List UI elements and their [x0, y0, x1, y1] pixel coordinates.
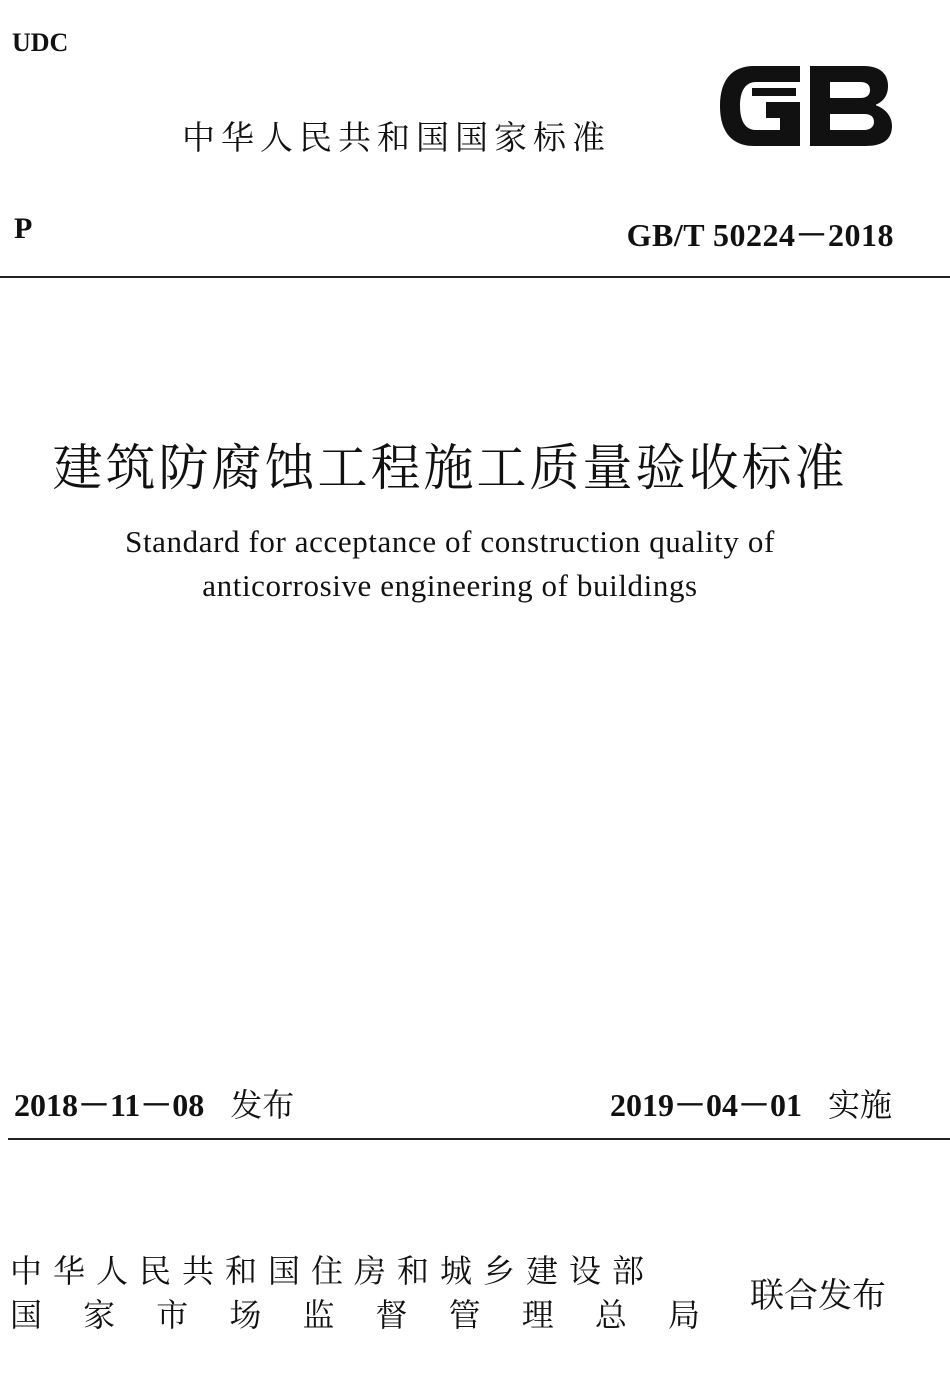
gb-logo — [714, 58, 896, 154]
bottom-divider — [8, 1138, 950, 1140]
issue-date-block — [14, 1080, 294, 1126]
issue-date: 2018－11－08 — [14, 1087, 205, 1123]
implement-date-block — [610, 1080, 892, 1126]
issuer-char: 管 — [448, 1296, 481, 1334]
issuer-char: 场 — [229, 1296, 262, 1334]
issuer-ministry: 中华人民共和国住房和城乡建设部 — [10, 1252, 656, 1290]
joint-issue-label: 联合发布 — [750, 1276, 886, 1316]
gb-logo-g-shape — [720, 66, 800, 146]
issuer-char: 总 — [594, 1296, 627, 1334]
issuer-char: 市 — [156, 1296, 189, 1334]
issuer-administration — [10, 1290, 700, 1336]
title-english — [0, 520, 900, 608]
title-english-line-1: Standard for acceptance of construction quality of — [125, 524, 775, 559]
issuer-char: 监 — [302, 1296, 335, 1334]
title-english-line-2: anticorrosive engineering of buildings — [202, 568, 698, 603]
issuer-char: 理 — [521, 1296, 554, 1334]
issue-label: 发布 — [230, 1086, 295, 1124]
issuer-char: 家 — [83, 1296, 116, 1334]
implement-label: 实施 — [827, 1086, 892, 1124]
issuer-char: 国 — [10, 1296, 43, 1334]
issuer-char: 局 — [667, 1296, 700, 1334]
udc-label: UDC — [12, 28, 69, 57]
title-chinese: 建筑防腐蚀工程施工质量验收标准 — [52, 439, 848, 497]
standard-number: GB/T 50224－2018 — [626, 217, 894, 253]
classification-code: P — [14, 212, 33, 245]
national-standard-heading: 中华人民共和国国家标准 — [182, 118, 611, 157]
issuer-char: 督 — [375, 1296, 408, 1334]
implement-date: 2019－04－01 — [609, 1087, 802, 1123]
top-divider — [0, 276, 950, 278]
